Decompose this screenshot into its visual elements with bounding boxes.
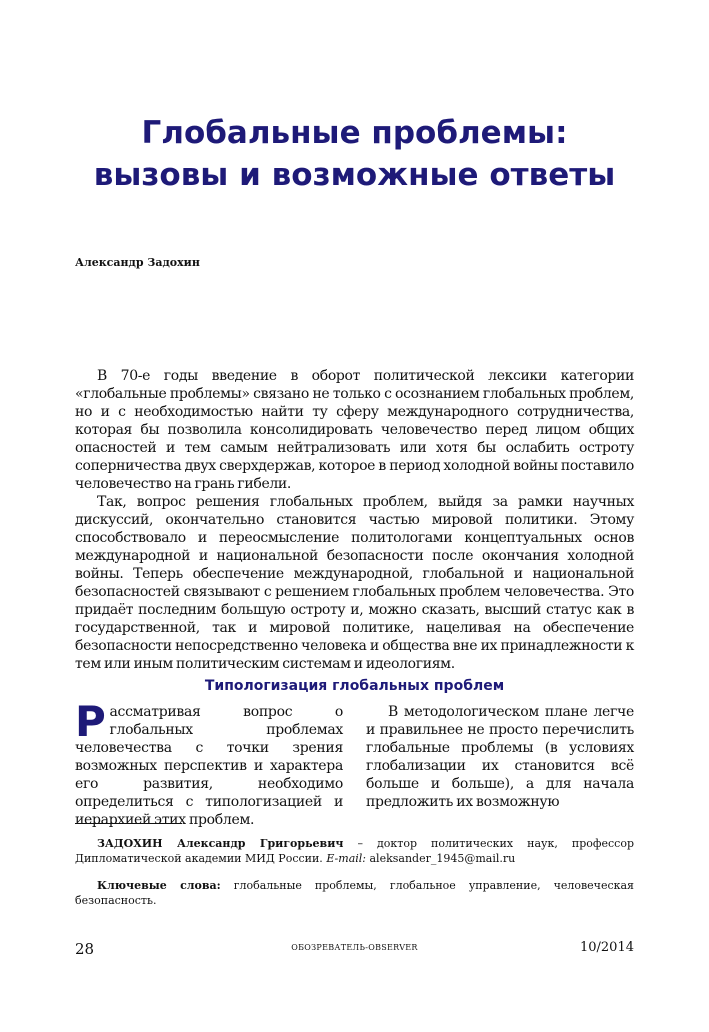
keywords-footnote [75, 878, 634, 908]
left-column [75, 697, 343, 829]
right-column [366, 703, 634, 811]
author-name: Александр Задохин [75, 256, 200, 269]
article-title [60, 112, 649, 196]
email-address: aleksander_1945@mail.ru [366, 852, 516, 865]
article-title-line-2: вызовы и возможные ответы [93, 157, 616, 193]
right-column-paragraph: В методологическом плане легче и правильнее не просто перечислить глобальные проблемы (в условиях глобализации их становится всё больше и больше), а для начала предложить их возможную [366, 704, 634, 810]
left-column-paragraph [75, 697, 343, 829]
author-bio-footnote [75, 836, 634, 866]
intro-body [75, 367, 634, 673]
page-number: 28 [75, 940, 95, 958]
drop-cap: Р [75, 697, 106, 746]
issue-number: 10/2014 [579, 940, 634, 955]
intro-paragraph-2: Так, вопрос решения глобальных проблем, выйдя за рамки научных дискуссий, окончательно становится частью мировой политики. Этому способствовало и переосмысление политологами концептуальных основ международной и национальной безопасности после окончания холодной войны. Теперь обеспечение международной, глобальной и национальной безопасностей связывают с решением глобальных проблем человечества. Это придаёт последним большую остроту и, можно сказать, высший статус как в государственной, так и мировой политике, нацеливая на обеспечение безопасности непосредственно человека и общества вне их принадлежности к тем или иным политическим системам и идеологиям. [75, 494, 634, 672]
intro-paragraph-1: В 70-е годы введение в оборот политической лексики категории «глобальные проблемы» связано не только с осознанием глобальных проблем, но и с необходимостью найти ту сферу международного сотрудничества, которая бы позволила консолидировать человечество перед лицом общих опасностей и тем самым нейтрализовать или хотя бы ослабить остроту соперничества двух сверхдержав, которое в период холодной войны поставило человечество на грань гибели. [75, 368, 634, 492]
article-title-line-1: Глобальные проблемы: [141, 115, 568, 151]
keywords-label: Ключевые слова: [97, 879, 221, 892]
author-bio-text: – доктор политических наук, профессор Дипломатической академии МИД России. [75, 837, 634, 865]
section-heading: Типологизация глобальных проблем [204, 678, 505, 694]
journal-name: ОБОЗРЕВАТЕЛЬ-OBSERVER [291, 943, 418, 952]
author-bio-name: ЗАДОХИН Александр Григорьевич [97, 837, 344, 850]
left-column-text: ассматривая вопрос о глобальных проблемах человечества с точки зрения возможных перспектив и характера его развития, необходимо определиться с типологизацией и иерархией этих проблем. [75, 704, 343, 828]
email-label: E-mail: [326, 852, 366, 865]
footnote-divider [75, 823, 182, 824]
keywords-text: глобальные проблемы, глобальное управление, человеческая безопасность. [75, 879, 635, 907]
